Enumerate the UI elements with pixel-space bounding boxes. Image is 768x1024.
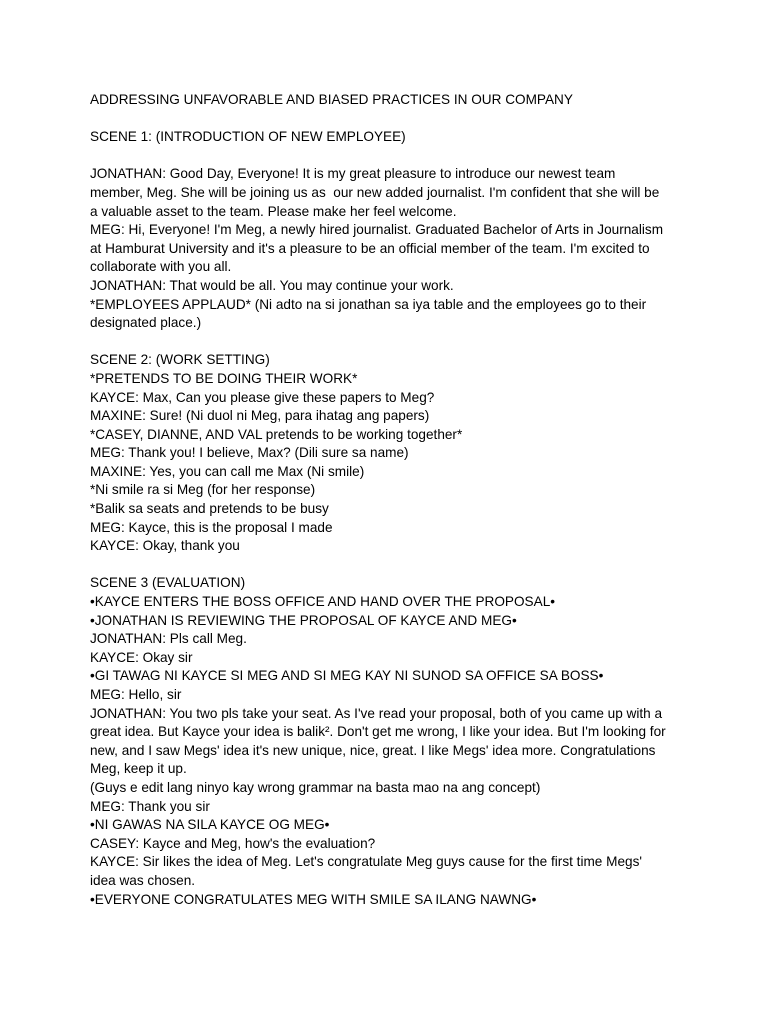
script-line: *CASEY, DIANNE, AND VAL pretends to be working together* xyxy=(90,426,463,442)
script-line: JONATHAN: Pls call Meg. xyxy=(90,631,247,647)
script-line: a valuable asset to the team. Please make her feel welcome. xyxy=(90,203,457,219)
document-title: ADDRESSING UNFAVORABLE AND BIASED PRACTICES IN OUR COMPANY xyxy=(90,92,573,107)
script-line: MEG: Thank you! I believe, Max? (Dili sure sa name) xyxy=(90,445,409,461)
script-line: KAYCE: Sir likes the idea of Meg. Let's congratulate Meg guys cause for the first time Megs' xyxy=(90,854,642,870)
blank-line xyxy=(90,556,690,575)
document-page xyxy=(90,91,690,909)
blank-line xyxy=(90,333,690,352)
script-line: collaborate with you all. xyxy=(90,259,232,275)
script-line: designated place.) xyxy=(90,315,202,331)
script-line: JONATHAN: That would be all. You may continue your work. xyxy=(90,277,454,293)
blank-line xyxy=(90,147,690,166)
script-line: KAYCE: Okay sir xyxy=(90,649,193,665)
script-line: MAXINE: Sure! (Ni duol ni Meg, para ihatag ang papers) xyxy=(90,408,430,424)
script-line: •GI TAWAG NI KAYCE SI MEG AND SI MEG KAY NI SUNOD SA OFFICE SA BOSS• xyxy=(90,668,604,684)
script-line: Meg, keep it up. xyxy=(90,761,187,777)
scene-2-heading: SCENE 2: (WORK SETTING) xyxy=(90,352,270,368)
scene-3-heading: SCENE 3 (EVALUATION) xyxy=(90,575,246,591)
script-line: *Balik sa seats and pretends to be busy xyxy=(90,501,329,517)
scene-1-body xyxy=(90,165,690,332)
script-line: JONATHAN: Good Day, Everyone! It is my great pleasure to introduce our newest team xyxy=(90,166,616,182)
script-line: (Guys e edit lang ninyo kay wrong grammar na basta mao na ang concept) xyxy=(90,779,541,795)
script-line: CASEY: Kayce and Meg, how's the evaluation? xyxy=(90,835,376,851)
script-line: MEG: Hello, sir xyxy=(90,687,182,702)
blank-line xyxy=(90,110,690,129)
script-line: *Ni smile ra si Meg (for her response) xyxy=(90,482,316,498)
script-line: KAYCE: Max, Can you please give these papers to Meg? xyxy=(90,389,435,405)
scene-3-body xyxy=(90,593,690,909)
script-line: great idea. But Kayce your idea is balik². Don't get me wrong, I like your idea. But I'm looking for xyxy=(90,724,666,740)
script-line: KAYCE: Okay, thank you xyxy=(90,538,240,554)
script-line: member, Meg. She will be joining us as our new added journalist. I'm confident that she will be xyxy=(90,184,660,200)
script-line: MAXINE: Yes, you can call me Max (Ni smile) xyxy=(90,463,365,479)
script-line: MEG: Thank you sir xyxy=(90,798,210,814)
scene-2-body xyxy=(90,370,690,556)
script-line: *PRETENDS TO BE DOING THEIR WORK* xyxy=(90,370,358,386)
script-line: *EMPLOYEES APPLAUD* (Ni adto na si jonathan sa iya table and the employees go to their xyxy=(90,296,647,312)
script-line: new, and I saw Megs' idea it's new unique, nice, great. I like Megs' idea more. Congratulations xyxy=(90,742,656,758)
script-line: MEG: Kayce, this is the proposal I made xyxy=(90,519,333,535)
script-line: •JONATHAN IS REVIEWING THE PROPOSAL OF KAYCE AND MEG• xyxy=(90,612,517,628)
scene-1-heading: SCENE 1: (INTRODUCTION OF NEW EMPLOYEE) xyxy=(90,129,406,145)
script-line: •KAYCE ENTERS THE BOSS OFFICE AND HAND OVER THE PROPOSAL• xyxy=(90,594,556,610)
script-line: idea was chosen. xyxy=(90,872,196,888)
script-line: at Hamburat University and it's a pleasure to be an official member of the team. I'm excited to xyxy=(90,240,650,256)
script-line: •NI GAWAS NA SILA KAYCE OG MEG• xyxy=(90,817,330,833)
script-line: JONATHAN: You two pls take your seat. As I've read your proposal, both of you came up with a xyxy=(90,705,663,721)
script-line: •EVERYONE CONGRATULATES MEG WITH SMILE SA ILANG NAWNG• xyxy=(90,891,537,907)
script-line: MEG: Hi, Everyone! I'm Meg, a newly hired journalist. Graduated Bachelor of Arts in Journalism xyxy=(90,222,664,238)
